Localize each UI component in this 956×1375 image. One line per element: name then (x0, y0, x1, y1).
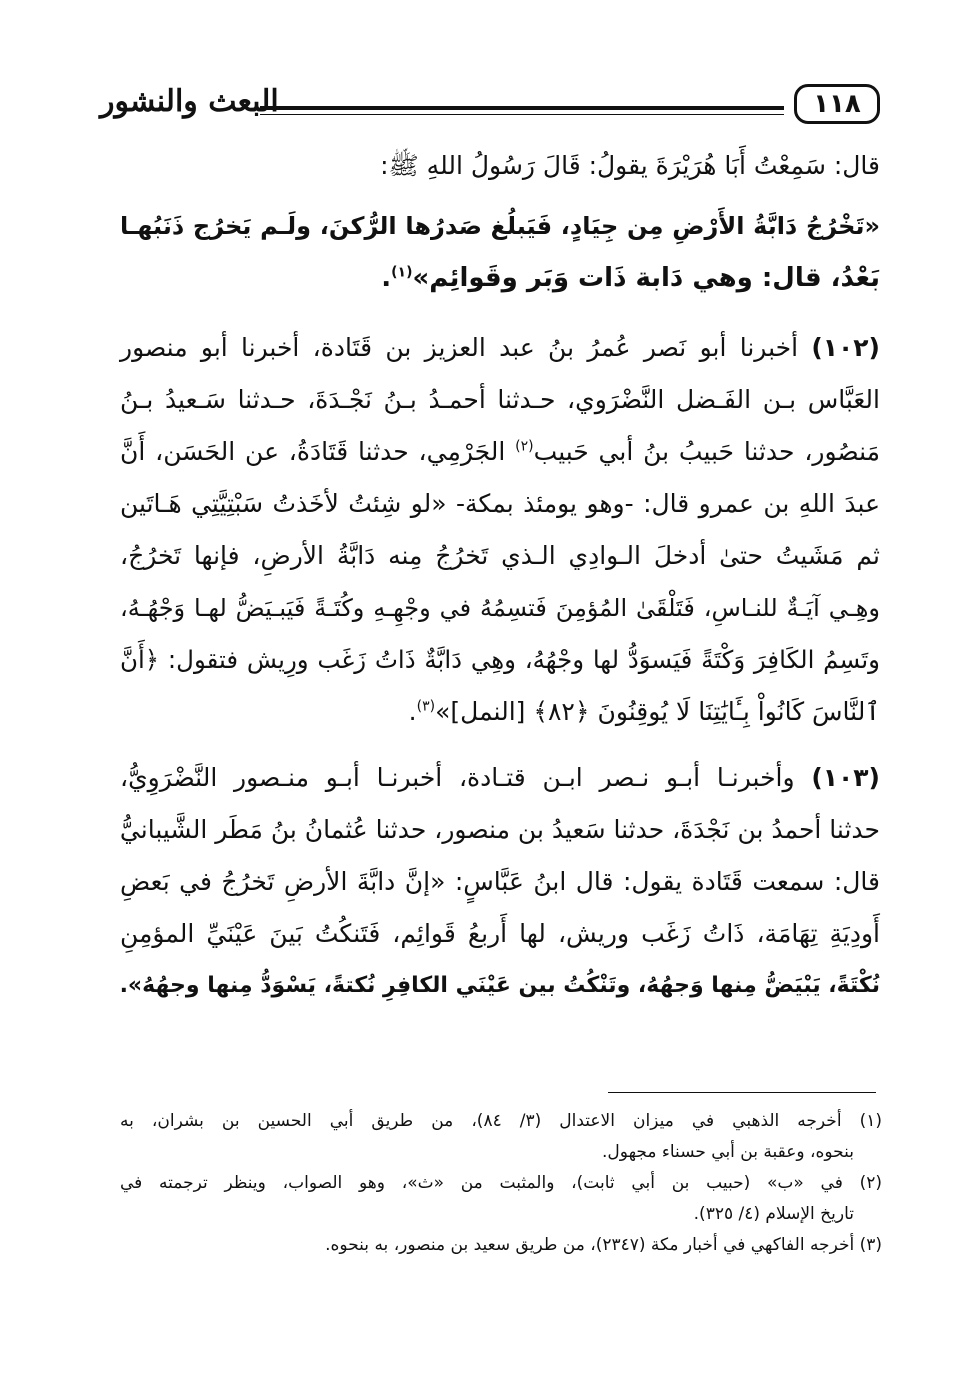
page-number: ١١٨ (794, 84, 880, 124)
footnote-separator (608, 1092, 876, 1093)
para-103-line-1 (120, 752, 880, 804)
para-102-line-8 (120, 686, 880, 738)
para-103-line-5: نُكْتَةً، يَبْيَضُّ مِنها وَجهُهُ، وتَنْكُتُ بين عَيْنَي الكافِرِ نُكتةً، يَسْوَدُّ مِنها وجهُهُ». (119, 973, 880, 998)
para-102-line-3b: الجَرْمِي، حدثنا قَتَادَةُ، عن الحَسَن، أَنَّ (120, 437, 506, 466)
para-103-line-1-text: وأخبرنـا أبـو نـصر ابـن قتـادة، أخبرنـا أبـو منـصور النَّضْرَوِيُّ، (120, 763, 795, 792)
footnote-ref-1: (١) (391, 264, 413, 281)
para-103-number: (١٠٣) (811, 763, 880, 792)
para-102-line-8-end: . (408, 697, 417, 726)
page-header (100, 78, 880, 138)
para-102-number: (١٠٢) (811, 333, 880, 362)
footnote-3-line-1: (٣) أخرجه الفاكهي في أخبار مكة (٢٣٤٧)، من طريق سعيد بن منصور، به بنحوه. (325, 1235, 882, 1255)
footnote-ref-3: (٣) (416, 698, 436, 715)
hadith-101-line-2-end: . (381, 263, 392, 293)
hadith-101 (120, 200, 880, 304)
para-102-line-3 (120, 426, 880, 478)
footnote-2-line-1: (٢) في «ب» (حبيب بن أبي ثابت)، والمثبت من «ث»، وهو الصواب، وينظر ترجمته في (120, 1173, 882, 1193)
hadith-101-line-2 (120, 252, 880, 304)
footnote-2-line-2: تاريخ الإسلام (٤/ ٣٢٥). (693, 1204, 854, 1224)
para-102-line-5: ثم مَشَيتُ حتىٰ أدخلَ الـوادِي الـذي تَخرُجُ مِنه دَابَّةُ الأرضِ، فإنها تَخرُجُ، (120, 541, 880, 570)
quran-verse: ٱلنَّاسَ كَانُواْ بِـَٔايَٰتِنَا لَا يُوقِنُونَ ﴿٨٢﴾ (533, 697, 880, 726)
para-102-line-4: عبدَ اللهِ بن عمرو قال: -وهو يومئذ بمكة- «لو شِئتُ لأخَذتُ سَبْتِيَّتِي هَـاتَين (120, 489, 880, 518)
footnote-1-line-1: (١) أخرجه الذهبي في ميزان الاعتدال (٣/ ٨٤)، من طريق أبي الحسين بن بشران، به (120, 1111, 882, 1131)
para-102-line-7: وتَسِمُ الكَافِرَ وَكْتَةً فَيَسوَدُّ لها وجْهُهُ، وهِي دَابَّةٌ ذَاتُ زَغَب ورِيش فتقول: ﴿أَنَّ (120, 645, 880, 674)
hadith-101-line-2-text: بَعْدُ، قال: وهي دَابة ذَات وَبَر وقَوائِم» (412, 263, 880, 293)
para-102-line-2: العَبَّاس بـن الفَـضل النَّضْرَوي، حـدثنا أحمـدُ بـنُ نَجْـدَةَ، حـدثنا سَـعيدُ بـنُ (120, 385, 880, 414)
hadith-101-line-1: «تَخْرُجُ دَابَّةُ الأَرْضِ مِن جِيَادٍ، فَيَبلُغ صَدرُها الرُّكنَ، ولَـم يَخرُج ذَنَبُهـا (120, 212, 880, 240)
paragraph-103 (120, 752, 880, 1012)
para-102-line-1 (120, 322, 880, 374)
para-102-line-3a: مَنصُور، حدثنا حَبيبُ بنُ أبي حَبيب (533, 437, 880, 466)
surah-reference: [النمل]» (435, 697, 526, 726)
footnotes (120, 1106, 882, 1261)
intro-text: قال: سَمِعْتُ أَبَا هُرَيْرَةَ يقولُ: قَالَ رَسُولُ اللهِ ﷺ: (380, 151, 880, 180)
header-rule-thin (260, 114, 784, 115)
footnote-1-line-2: بنحوه، وعقبة بن أبي حسناء مجهول. (602, 1142, 854, 1162)
para-103-line-3: قال: سمعت قَتَادة يقول: قال ابنُ عَبَّاسٍ: «إنَّ دابَّةَ الأرضِ تَخرُجُ في بَعضِ (120, 867, 880, 896)
footnote-ref-2: (٢) (515, 438, 534, 455)
para-103-line-4: أَودِيَةِ تِهَامَة، ذَاتُ زَغَب وريش، لها أَربعُ قَوائِم، فَتَنكُتُ بَينَ عَيْنَيِّ المؤمِنِ (120, 919, 880, 948)
running-title: البعث والنشور (100, 84, 279, 119)
para-102-line-1-text: أخبرنا أبو نَصر عُمرُ بنُ عبد العزيز بن قَتَادة، أخبرنا أبو منصور (120, 333, 799, 362)
para-102-line-6: وهِـي آيَـةٌ للنـاسِ، فَتَلْقَىٰ المُؤمِنَ فَتسِمُهُ في وجْهِـهِ وكُتَـةً فَيَبـيَضُّ لهـا وَجْهُـهُ، (120, 594, 880, 622)
intro-line (120, 140, 880, 192)
para-103-line-2: حدثنا أحمدُ بن نَجْدَةَ، حدثنا سَعيدُ بن منصور، حدثنا عُثمانُ بنُ مَطَر الشَّيبانيُّ (119, 815, 880, 844)
header-rule (260, 106, 784, 110)
paragraph-102 (120, 322, 880, 738)
